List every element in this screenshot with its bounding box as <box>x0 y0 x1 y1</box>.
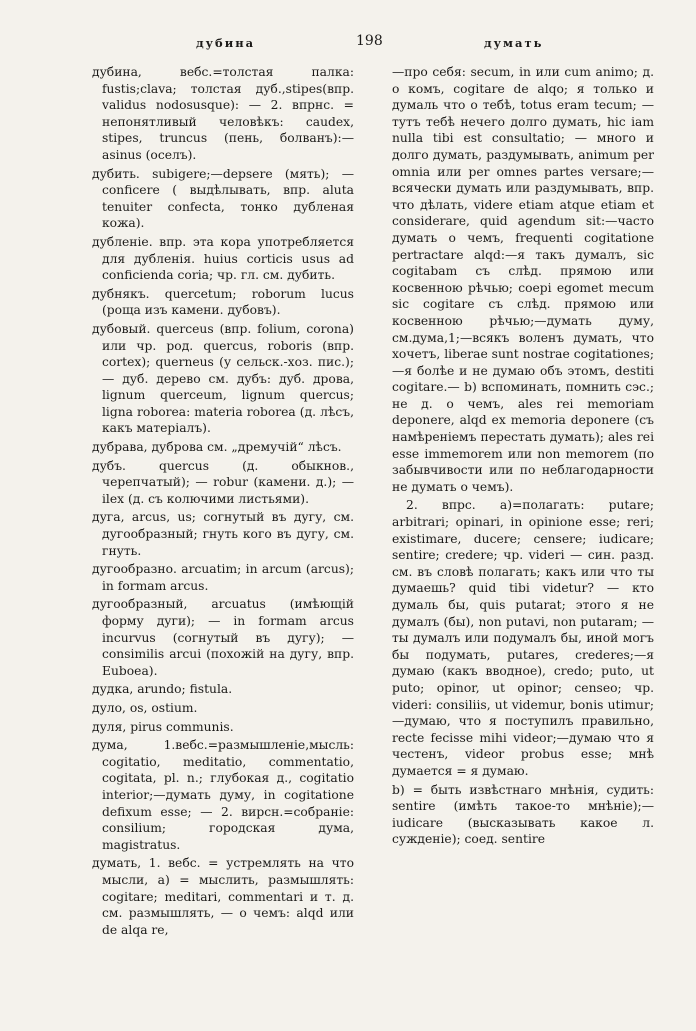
entry-dubrava: дубрава, дуброва см. „дремучій“ лѣсъ. <box>92 440 342 455</box>
page-number: 198 <box>356 33 383 49</box>
left-column <box>92 64 354 940</box>
entry-dulya: дуля, pirus communis. <box>92 719 234 734</box>
entry-dublenie: дубленіе. впр. эта кора употребляется для дубленія. huius corticis usus ad conficienda coria; чр. гл. см. дубить. <box>92 234 354 283</box>
entry-dumat: думать, 1. вебс. = устремлять на что мысли, а) = мыслить, размышлять: cogitare; meditari, commentari и т. д. см. размышлять, — о чемъ: alqd или de alqa re, <box>92 856 354 937</box>
entry-dumat-sense-2b: b) = быть извѣстнаго мнѣнія, судить: sentire (имѣть такое-то мнѣніе);—iudicare (высказывать какое л. сужденіе); соед. sentire <box>392 782 654 847</box>
entry-dub: дубъ. quercus (д. обыкнов., черепчатый); — robur (камени. д.); — ilex (д. съ колючими листьями). <box>92 458 354 506</box>
running-head-left: дубина <box>196 36 256 50</box>
entry-dumat-sense-2: 2. впрс. а)=полагать: putare; arbitrari; opinari, in opinione esse; reri; existimare, ducere; censere; iudicare; sentire; credere; чр. videri — син. разд. см. въ словѣ полагать; какъ или что ты думаешь? quid tibi videtur? — кто думаль бы, quis putarat; этого я не думалъ (бы), non putavi, non putaram; — ты думалъ или подумалъ бы, иной могъ бы подумать, putares, crederes;—я думаю (какъ вводное), credo; puto, ut puto; opinor, ut opinor; censeo; чр. videri: consiliis, ut videmur, bonis utimur;—думаю, что я поступилъ правильно, recte fecisse mihi videor;—думаю что я честенъ, videor probus esse; мнѣ думается = я думаю. <box>392 498 654 778</box>
entry-duma: дума, 1.вебс.=размышленіе,мысль: cogitatio, meditatio, commentatio, cogitata, pl. n.; глубокая д., cogitatio interior;—думать думу, in cogitatione defixum esse; — 2. вирсн.=собраніе: consilium; городская дума, magistratus. <box>92 738 354 852</box>
entry-dubovyi: дубовый. querceus (впр. folium, corona) или чр. род. quercus, roboris (впр. cortex); querneus (у сельск.-хоз. пис.); — дуб. дерево см. дубъ: дуб. дрова, lignum querceum, lignum quercus; ligna roborea: materia roborea (д. лѣсъ, какъ матеріалъ). <box>92 321 354 436</box>
right-column <box>392 64 654 850</box>
entry-dubit: дубить. subigere;—depsere (мять); — conficere ( выдѣлывать, впр. aluta tenuiter confecta, тонко дубленая кожа). <box>92 166 354 231</box>
entry-dudka: дудка, arundo; fistula. <box>92 682 233 697</box>
entry-dubina: дубина, вебс.=толстая палка: fustis;clava; толстая дуб.,stipes(впр. validus nodosusque): — 2. впрнс. = непонятливый человѣкъ: caudex, stipes, truncus (пень, болванъ):—asinus (оселъ). <box>92 65 354 162</box>
entry-dulo: дуло, os, ostium. <box>92 700 198 715</box>
entry-dubnyak: дубнякъ. quercetum; roborum lucus (роща изъ камени. дубовъ). <box>92 286 354 318</box>
entry-dugoobrazno: дугообразно. arcuatim; in arcum (arcus); in formam arcus. <box>92 562 354 593</box>
entry-dumat-continued: —про себя: secum, in или cum animo; д. о комъ, cogitare de alqo; я только и думаль что о тебѣ, totus eram tecum; — тутъ тебѣ нечего долго думать, hic iam nulla tibi est consultatio; — много и долго думать, раздумывать, animum per omnia или per omnes partes versare;—всячески думать или раздумывать, впр. что дѣлать, videre etiam atque etiam et considerare, quid agendum sit:—часто думать о чемъ, frequenti cogitatione pertractare alqd:—я такъ думалъ, sic cogitabam съ слѣд. прямою или косвенною рѣчью; coepi egomet mecum sic cogitare съ слѣд. прямою или косвенною рѣчью;—думать думу, см.дума,1;—всякъ воленъ думать, что хочетъ, liberae sunt nostrae cogitationes;—я болѣе и не думаю объ этомъ, destiti cogitare.— b) вспоминать, помнить сэс.; не д. о чемъ, ales rei memoriam deponere, alqd ex memoria deponere (съ намѣреніемъ перестать думать); ales rei esse immemorem или non memorem (по забывчивости или по неблагодарности не думать о чемъ). <box>392 65 654 494</box>
running-head-right: думать <box>484 36 544 50</box>
entry-dugoobraznyi: дугообразный, arcuatus (имѣющій форму дуги); — in formam arcus incurvus (согнутый въ дугу); — consimilis arcui (похожій на дугу, впр. Euboea). <box>92 597 354 678</box>
entry-duga: дуга, arcus, us; согнутый въ дугу, см. дугообразный; гнуть кого въ дугу, см. гнуть. <box>92 510 354 558</box>
